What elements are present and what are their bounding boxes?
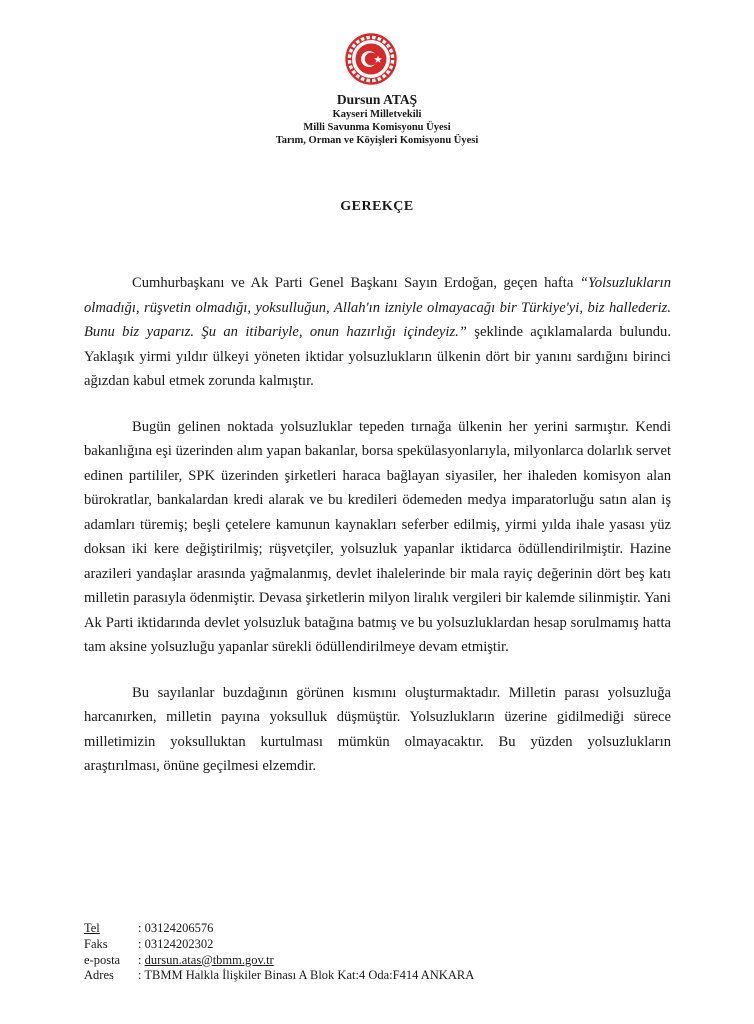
email-link[interactable]: dursun.atas@tbmm.gov.tr xyxy=(144,952,274,967)
sender-title-1: Kayseri Milletvekili xyxy=(332,109,422,120)
paragraph-1-intro: Cumhurbaşkanı ve Ak Parti Genel Başkanı Sayın Erdoğan, geçen hafta xyxy=(132,275,580,291)
contact-tel-row xyxy=(84,921,474,937)
contact-block xyxy=(84,921,474,984)
document-title: GEREKÇE xyxy=(340,199,414,214)
contact-address-row xyxy=(84,968,474,984)
address-label: Adres xyxy=(84,968,114,983)
tbmm-emblem-icon xyxy=(345,33,397,85)
fax-label: Faks xyxy=(84,936,108,951)
paragraph-1-rest: şeklinde açıklamalarda bulundu. Yaklaşık yirmi yıldır ülkeyi yöneten iktidar yolsuzlukların ülkenin dört bir yanını sardığını birinci ağızdan kabul etmek zorunda kalmıştır. xyxy=(84,324,671,389)
contact-email-row xyxy=(84,953,474,969)
email-label: e-posta xyxy=(84,952,121,967)
sender-name: Dursun ATAŞ xyxy=(336,92,418,107)
fax-value: : 03124202302 xyxy=(138,936,214,951)
sender-title-2: Milli Savunma Komisyonu Üyesi xyxy=(303,122,451,133)
sender-header xyxy=(0,92,754,147)
contact-fax-row xyxy=(84,937,474,953)
tel-value: : 03124206576 xyxy=(138,921,214,935)
address-value: : TBMM Halkla İlişkiler Binası A Blok Kat:4 Oda:F414 ANKARA xyxy=(138,968,475,983)
paragraph-1-quote: “Yolsuzlukların olmadığı, rüşvetin olmadığı, yoksulluğun, Allah'ın izniyle olmayacağı bir Türkiye'yi, biz hallederiz. Bunu biz yaparız. Şu an itibariyle, onun hazırlığı içindeyiz.” xyxy=(84,275,671,340)
tel-label: Tel xyxy=(84,921,100,935)
paragraph-1 xyxy=(84,271,671,394)
paragraph-3: Bu sayılanlar buzdağının görünen kısmını oluşturmaktadır. Milletin parası yolsuzluğa harcanırken, milletin payına yoksulluk düşmüştür. Yolsuzlukların üzerine gidilmediği sürece milletimizin yoksulluktan kurtulması mümkün olmayacaktır. Bu yüzden yolsuzlukların araştırılması, önüne geçilmesi elzemdir. xyxy=(84,684,671,774)
sender-title-3: Tarım, Orman ve Köyişleri Komisyonu Üyesi xyxy=(275,135,479,146)
paragraph-2: Bugün gelinen noktada yolsuzluklar tepeden tırnağa ülkenin her yerini sarmıştır. Kendi bakanlığına eşi üzerinden alım yapan bakanlar, borsa spekülasyonlarıyla, milyonlarca dolarlık servet edinen partililer, SPK üzerinden şirketleri haraca bağlayan siyasiler, her ihaleden komisyon alan bürokratlar, bankalardan kredi alarak ve bu kredileri ödemeden medya imparatorluğu satın alan iş adamları türemiş; beşli çetelere kamunun kaynakları seferber edilmiş, yirmi yılda ihale yasası yüz doksan iki kere değiştirilmiş; rüşvetçiler, yolsuzluk yapanlar iktidarca ödüllendirilmiştir. Hazine arazileri yandaşlar arasında yağmalanmış, devlet ihalelerinde bir mala rayiç değerinin dört beş katı milletin parasıyla ödenmiştir. Devasa şirketlerin milyon liralık vergileri bir kalemde silinmiştir. Yani Ak Parti iktidarında devlet yolsuzluk batağına batmış ve bu yolsuzluklardan hesap sorulmamış hatta tam aksine yolsuzluğu yapanlar sürekli ödüllendirilmeye devam etmiştir. xyxy=(84,418,672,655)
email-separator: : xyxy=(138,952,145,967)
document-body xyxy=(84,271,671,800)
